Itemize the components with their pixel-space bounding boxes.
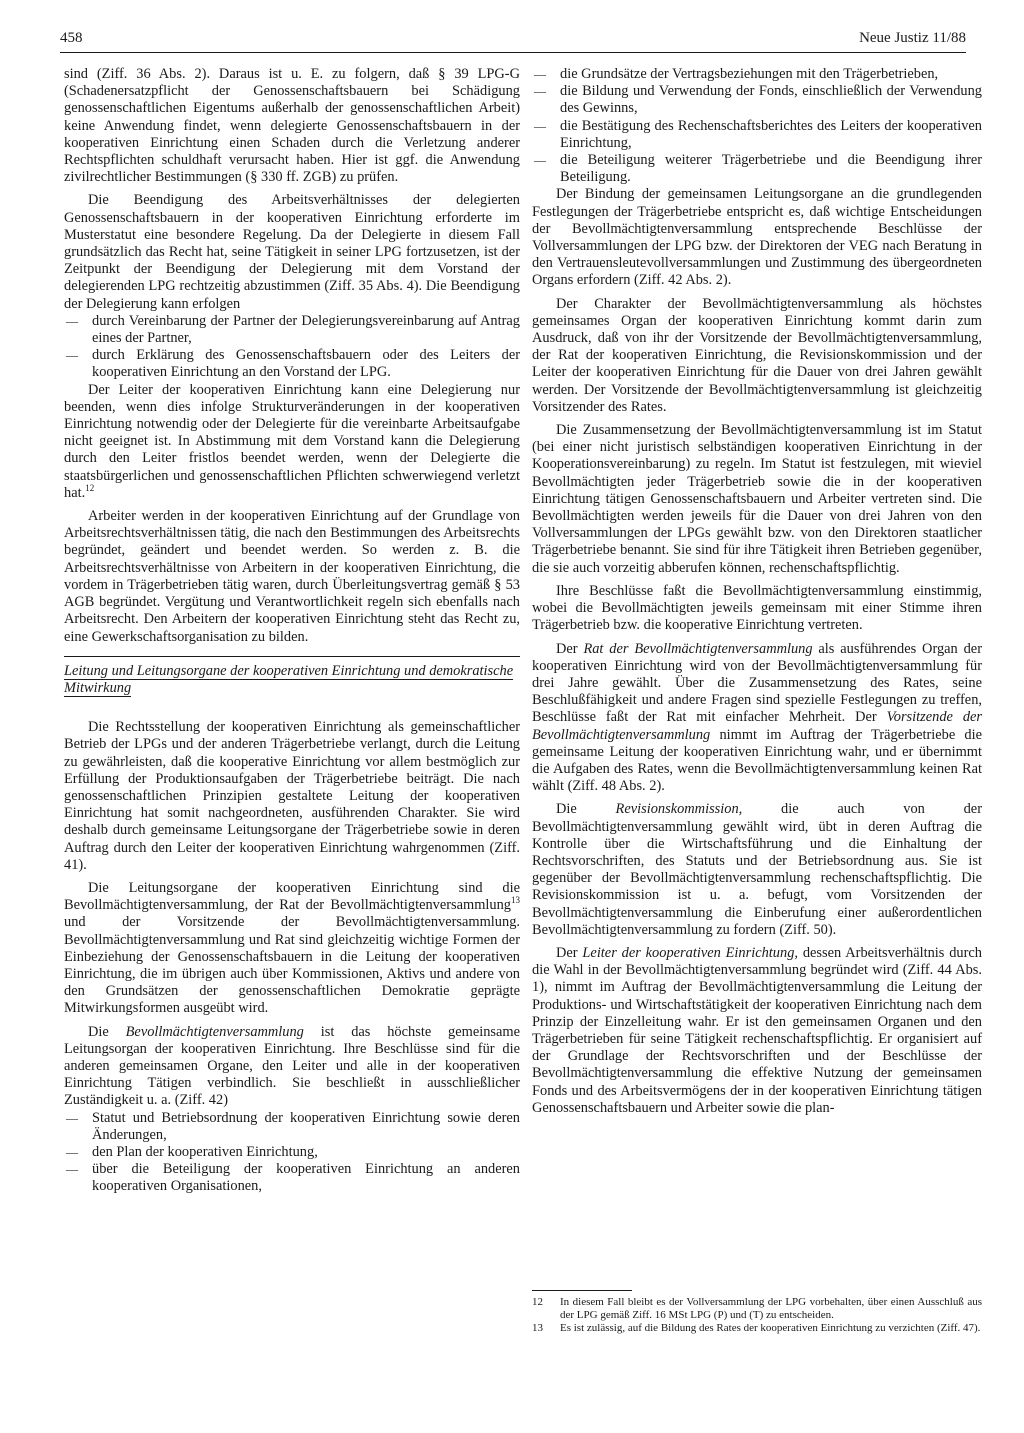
footnote-ref-13[interactable]: 13 [511,895,520,906]
right-paragraph-6: Die Revisionskommission, die auch von der Bevollmächtigtenversammlung gewählt wird, übt in deren Auftrag die Kontrolle über die Wirtschaftsführung und die Einhaltung der Rechtsvorschriften, des Statuts und der Betriebsordnung aus. Sie ist gegenüber der Bevollmächtigtenversammlung rechenschaftspflichtig. Die Revisionskommission ist u. a. befugt, vom Vorsitzenden der Bevollmächtigtenversammlung die Einberufung einer außerordentlichen Bevollmächtigtenversammlung zu fordern (Ziff. 50). [532,801,982,938]
left-paragraph-7: Die Bevollmächtigtenversammlung ist das höchste gemeinsame Leitungsorgan der kooperativen Einrichtung. Ihre Beschlüsse sind für die anderen gemeinsamen Organe, den Leiter und alle in der kooperativen Einrichtung Tätigen verbindlich. Sie beschließt in ausschließlicher Zuständigkeit u. a. (Ziff. 42) [64,1023,520,1109]
right-paragraph-2: Der Charakter der Bevollmächtigtenversammlung als höchstes gemeinsames Organ der kooperativen Einrichtung kommt darin zum Ausdruck, daß von ihr der Vorsitzende der Bevollmächtigtenversammlung, der Rat der kooperativen Einrichtung, die Revisionskommission und der Leiter der kooperativen Einrichtung für die Dauer von drei Jahren gewählt werden. Der Vorsitzende der Bevollmächtigtenversammlung ist gleichzeitig Vorsitzender des Rates. [532,295,982,415]
left-paragraph-6: Die Leitungsorgane der kooperativen Einrichtung sind die Bevollmächtigtenversammlung, der Rat der Bevollmächtigtenversammlung$^{13}$ und der Vorsitzende der Bevollmächtigtenversammlung. Bevollmächtigtenversammlung und Rat sind gleichzeitig wichtige Formen der Einbeziehung der Genossenschaftsbauern in die Leitung der kooperativen Einrichtung, die im übrigen auch über Kommissionen, Aktivs und andere von den Grundsätzen der genossenschaftlichen Demokratie geprägte Mitwirkungsformen ausgeübt wird. [64,879,520,1017]
left-dash-list-2 [64,1110,520,1196]
section-rule [64,656,520,657]
footnote-ref-12[interactable]: 12 [85,483,95,494]
term-rat: Rat der Bevollmächtigtenversammlung [583,640,813,657]
left-paragraph-3: Der Leiter der kooperativen Einrichtung kann eine Delegierung nur beenden, wenn dies infolge Strukturveränderungen in der kooperativen Einrichtung notwendig oder der Delegierte für die vereinbarte Arbeitsaufgabe nicht geeignet ist. In Abstimmung mit dem Vorstand kann die Delegierung durch den Leiter fristlos beendet werden, wenn der Delegierte die staatsbürgerlichen und genossenschaftlichen Pflichten schwerwiegend verletzt hat.$^{12}$ [64,381,520,501]
right-paragraph-3: Die Zusammensetzung der Bevollmächtigtenversammlung ist im Statut (bei einer nicht juristisch selbständigen kooperativen Einrichtung in der Kooperationsvereinbarung) zu regeln. Im Statut ist festzulegen, mit wieviel Bevollmächtigten jeder Trägerbetrieb sowie die in der kooperativen Einrichtung tätigen Genossenschaftsbauern und Arbeiter vertreten sind. Die Bevollmächtigten werden jeweils für die Dauer von drei Jahren von den Vollversammlungen der LPGs gewählt bzw. von den Direktoren staatlicher Trägerbetriebe benannt. Sie sind für ihre Tätigkeit ihren Betrieben gegenüber, die sie auch vorzeitig abberufen können, rechenschaftspflichtig. [532,422,982,576]
list-item: — Statut und Betriebsordnung der kooperativen Einrichtung sowie deren Änderungen, [64,1110,520,1144]
footnote-number: 13 [532,1322,543,1334]
list-item: — über die Beteiligung der kooperativen Einrichtung an anderen kooperativen Organisationen, [64,1161,520,1195]
header-rule [60,52,966,53]
list-item: — den Plan der kooperativen Einrichtung, [64,1144,520,1161]
term-revisionskommission: Revisionskommission, [615,801,743,818]
left-paragraph-2: Die Beendigung des Arbeitsverhältnisses der delegierten Genossenschaftsbauern in der kooperativen Einrichtung erforderte im Musterstatut eine besondere Regelung. Da der Delegierte in diesem Fall grundsätzlich das Recht hat, seine Tätigkeit in seiner LPG fortzusetzen, ist der Zeitpunkt der Beendigung der Delegierung mit dem Vorstand der delegierenden LPG rechtzeitig abzustimmen (Ziff. 35 Abs. 4). Die Beendigung der Delegierung kann erfolgen [64,192,520,312]
left-dash-list-1 [64,313,520,382]
right-paragraph-5: Der Rat der Bevollmächtigtenversammlung als ausführendes Organ der kooperativen Einrichtung wird von der Bevollmächtigtenversammlung für drei Jahre gewählt. Über die Zusammensetzung des Rates, seine Beschlußfähigkeit und andere Fragen sind spezielle Festlegungen zu treffen, Beschlüsse faßt der Rat mit einfacher Mehrheit. Der Vorsitzende der Bevollmächtigtenversammlung nimmt im Auftrag der Trägerbetriebe die gemeinsame Leitung der kooperativen Einrichtung wahr, und er übernimmt die Aufgaben des Rates, wenn die Bevollmächtigtenversammlung keinen Rat wählt (Ziff. 48 Abs. 2). [532,640,983,795]
right-paragraph-4: Ihre Beschlüsse faßt die Bevollmächtigtenversammlung einstimmig, wobei die Bevollmächtigten jeweils gemeinsam mit einer Stimme ihren Trägerbetrieb bzw. die kooperative Einrichtung vertreten. [532,582,982,634]
page-number: 458 [60,30,83,46]
footnote-number: 12 [532,1296,543,1308]
footnote-rule [532,1290,632,1291]
footnote-text: Es ist zulässig, auf die Bildung des Rates der kooperativen Einrichtung zu verzichten (Ziff. 47). [560,1322,981,1334]
right-column [532,66,982,1117]
footnote-12 [532,1296,982,1322]
left-paragraph-4: Arbeiter werden in der kooperativen Einrichtung auf der Grundlage von Arbeitsrechtsverhältnissen tätig, die nach den Bestimmungen des Arbeitsrechts begründet, geändert und beendet werden. So werden z. B. die Arbeitsrechtsverhältnisse von Arbeitern in der kooperativen Einrichtung, die vordem in Trägerbetrieben tätig waren, durch Überleitungsvertrag gemäß § 53 AGB begründet. Vergütung und Verantwortlichkeit regeln sich ebenfalls nach Arbeitsrecht. Den Arbeitern der kooperativen Einrichtung steht das Recht zu, eine Gewerkschaftsorganisation zu bilden. [64,508,520,645]
right-dash-list [532,66,982,186]
list-item: — die Bildung und Verwendung der Fonds, einschließlich der Verwendung des Gewinns, [532,83,982,117]
right-paragraph-7: Der Leiter der kooperativen Einrichtung, dessen Arbeitsverhältnis durch die Wahl in der Bevollmächtigtenversammlung begründet wird (Ziff. 44 Abs. 1), nimmt im Auftrag der Bevollmächtigtenversammlung die Leitung der Produktions- und Wirtschaftstätigkeit der kooperativen Einrichtung nach dem Prinzip der Einzelleitung wahr. Er ist den gemeinsamen Organen und den Trägerbetrieben für seine Tätigkeit rechenschaftspflichtig. Er organisiert auf der Grundlage der Rechtsvorschriften und der Beschlüsse der Bevollmächtigtenversammlung die effektive Nutzung der gemeinsamen Fonds und des Arbeitsvermögens der in der kooperativen Einrichtung tätigen Genossenschaftsbauern und Arbeiter sowie die plan- [532,944,982,1116]
journal-title: Neue Justiz 11/88 [859,30,966,46]
footnote-13 [532,1322,982,1335]
list-item: — durch Erklärung des Genossenschaftsbauern oder des Leiters der kooperativen Einrichtung an den Vorstand der LPG. [64,347,520,381]
left-paragraph-5: Die Rechtsstellung der kooperativen Einrichtung als gemeinschaftlicher Betrieb der LPGs und der anderen Trägerbetriebe verlangt, durch die Leitung zu gewährleisten, daß die kooperative Einrichtung vor allem bestmöglich zur Erfüllung der Produktionsaufgaben der Trägerbetriebe beiträgt. Die nach genossenschaftlichen Prinzipien gestaltete Leitung der kooperativen Einrichtung hat somit nachgeordneten, ausführenden Charakter. Sie wird deshalb durch gemeinsame Leitungsorgane der Trägerbetriebe sowie in deren Auftrag durch den Leiter der kooperativen Einrichtung wahrgenommen (Ziff. 41). [64,719,520,873]
term-vorsitzende: Vorsitzende der Bevollmächtigtenversammlung [532,709,983,743]
term-leiter: Leiter der kooperativen Einrichtung, [582,944,798,961]
footnotes [532,1296,982,1335]
section-heading: Leitung und Leitungsorgane der kooperativen Einrichtung und demokratische Mitwirkung [64,662,514,696]
list-item: — durch Vereinbarung der Partner der Delegierungsvereinbarung auf Antrag eines der Partner, [64,313,520,347]
term-bevollmaechtigtenversammlung: Bevollmächtigtenversammlung [125,1023,304,1040]
footnote-text: In diesem Fall bleibt es der Vollversammlung der LPG vorbehalten, über einen Ausschluß aus der LPG gemäß Ziff. 16 MSt LPG (P) und (T) zu entscheiden. [560,1296,982,1321]
left-column [64,66,520,1196]
left-paragraph-1: sind (Ziff. 36 Abs. 2). Daraus ist u. E. zu folgern, daß § 39 LPG-G (Schadenersatzpflicht der Genossenschaftsbauern bei Schädigung genossenschaftlichen Eigentums außerhalb der genossenschaftlichen Arbeit) keine Anwendung findet, wenn delegierte Genossenschaftsbauern in der kooperativen Einrichtung einen Schaden durch die Verletzung anderer Rechtspflichten schuldhaft verursacht haben. Hier ist ggf. die Anwendung zivilrechtlicher Bestimmungen (§ 330 ff. ZGB) zu prüfen. [64,66,520,186]
list-item: — die Bestätigung des Rechenschaftsberichtes des Leiters der kooperativen Einrichtung, [532,118,982,152]
list-item: — die Grundsätze der Vertragsbeziehungen mit den Trägerbetrieben, [532,66,982,83]
list-item: — die Beteiligung weiterer Trägerbetriebe und die Beendigung ihrer Beteiligung. [532,152,982,186]
right-paragraph-1: Der Bindung der gemeinsamen Leitungsorgane an die grundlegenden Festlegungen der Trägerbetriebe entspricht es, daß wichtige Entscheidungen der Bevollmächtigtenversammlung entsprechende Beschlüsse der Vollversammlungen der LPG bzw. der Direktoren der VEG nach Beratung in den Vertrauensleutevollversammlungen und Zustimmung des übergeordneten Organs erfordern (Ziff. 42 Abs. 2). [532,186,982,289]
